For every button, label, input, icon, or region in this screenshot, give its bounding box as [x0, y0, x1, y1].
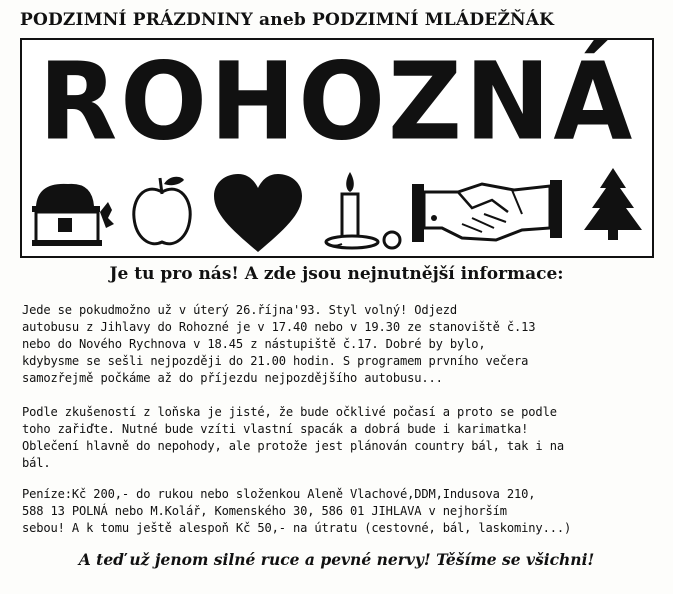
- handshake-icon: [412, 178, 562, 246]
- text-line: autobusu z Jihlavy do Rohozné je v 17.40 nebo v 19.30 ze stanoviště č.13: [22, 320, 536, 334]
- icon-row: [22, 166, 652, 256]
- apple-icon: [130, 172, 194, 250]
- equipment-paragraph: [22, 404, 662, 472]
- text-line: Jede se pokudmožno už v úterý 26.října'93. Styl volný! Odjezd: [22, 303, 457, 317]
- departure-paragraph: [22, 302, 662, 387]
- closing-line: A teď už jenom silné ruce a pevné nervy! Těšíme se všichni!: [78, 550, 595, 569]
- text-line: Oblečení hlavně do nepohody, ale protože jest plánován country bál, tak i na: [22, 439, 564, 453]
- heart-icon: [212, 174, 304, 254]
- hut-icon: [28, 178, 116, 248]
- text-line: samozřejmě počkáme až do příjezdu nejpozdějšího autobusu...: [22, 371, 443, 385]
- text-line: sebou! A k tomu ještě alespoň Kč 50,- na útratu (cestovné, bál, laskominy...): [22, 521, 572, 535]
- info-heading: Je tu pro nás! A zde jsou nejnutnější informace:: [109, 264, 564, 284]
- event-subtitle: PODZIMNÍ PRÁZDNINY aneb PODZIMNÍ MLÁDEŽŇÁK: [20, 10, 555, 30]
- text-line: kdybysme se sešli nejpozději do 21.00 hodin. S programem prvního večera: [22, 354, 529, 368]
- title-banner: [20, 38, 654, 258]
- payment-paragraph: [22, 486, 662, 537]
- text-line: 588 13 POLNÁ nebo M.Kolář, Komenského 30, 586 01 JIHLAVA v nejhorším: [22, 504, 507, 518]
- fir-tree-icon: [578, 166, 648, 258]
- place-title: ROHOZNÁ: [38, 40, 636, 165]
- text-line: toho zařiďte. Nutné bude vzíti vlastní spacák a dobrá bude i karimatka!: [22, 422, 529, 436]
- candle-icon: [322, 170, 404, 254]
- text-line: Podle zkušeností z loňska je jisté, že bude očklivé počasí a proto se podle: [22, 405, 557, 419]
- text-line: Peníze:Kč 200,- do rukou nebo složenkou Aleně Vlachové,DDM,Indusova 210,: [22, 487, 536, 501]
- text-line: nebo do Nového Rychnova v 18.45 z nástupiště č.17. Dobré by bylo,: [22, 337, 486, 351]
- text-line: bál.: [22, 456, 51, 470]
